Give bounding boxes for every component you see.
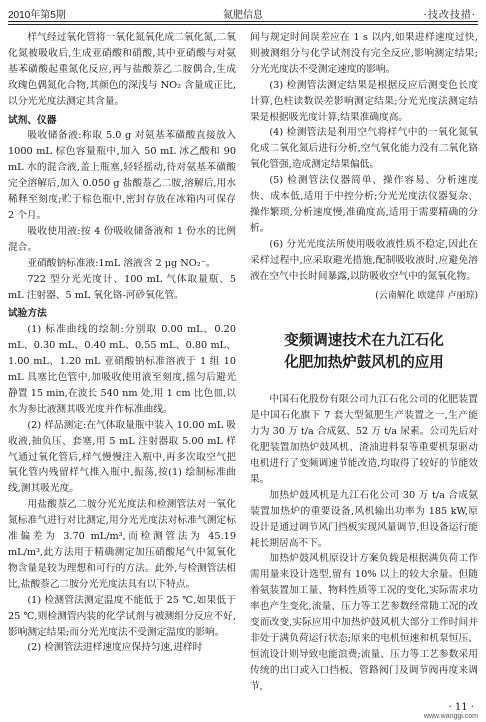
header-rule-thin bbox=[8, 24, 478, 25]
header-rule bbox=[8, 21, 478, 22]
paragraph: 加热炉鼓风机是九江石化公司 30 万 t/a 合成氨装置加热炉的重要设备,风机输出功率为 185 kW,原设计是通过调节风门挡板实现风量调节,但设备运行能耗长期居高不下。 bbox=[250, 489, 478, 549]
paragraph: (1) 标准曲线的绘制:分别取 0.00 mL、0.20 mL、0.30 mL、0.40 mL、0.55 mL、0.80 mL、1.00 mL、1.20 mL 亚硝酸钠标准溶液于 1 组 10 mL 具塞比色管中,加吸收使用液至刻度,摇匀后避光静置 15 min,在波长 540 nm 处,用 1 cm 比色皿,以水为参比液测其吸光度并作标准曲线。 bbox=[8, 324, 236, 415]
paragraph: 吸收使用液:按 4 份吸收储备液和 1 份水的比例混合。 bbox=[8, 225, 236, 253]
left-column bbox=[8, 30, 236, 705]
watermark: www.wanggi.com bbox=[423, 713, 478, 720]
paragraph: (3) 检测管法测定结果是根据反应后测变色长度计算,色柱读数误差影响测定结果;分光光度法测定结果是根据吸光度计算,结果准确度高。 bbox=[250, 79, 478, 123]
paragraph: (2) 检测管法进样速度应保持匀速,进样时 bbox=[27, 642, 203, 654]
paragraph: 吸收储备液:称取 5.0 g 对氨基苯磺酸直接放入 1000 mL 棕色容量瓶中,加入 50 mL 冰乙酸和 90 mL 水的混合液,盖上瓶塞,轻轻摇动,待对氨基苯磺酸完全溶解后,加入 0.050 g 盐酸萘乙二胺,溶解后,用水稀释至刻度;贮于棕色瓶中,密封存放在冰箱内可保存 2 个月。 bbox=[8, 130, 236, 221]
paragraph: 用盐酸萘乙二胺分光光度法和检测管法对一氧化氮标准气进行对比测定,用分光光度法对标准气测定标准偏差为 3.70 mL/m³,而检测管法为 45.19 mL/m³,此方法用于精确测定加压硝酸尾气中氮氧化物含量是较为理想和可行的方法。此外,与检测管法相比,盐酸萘乙二胺分光光度法具有以下特点。 bbox=[8, 499, 236, 590]
section-name: ·技改技措· bbox=[423, 10, 476, 21]
paragraph: 间与规定时间误差应在 1 s 以内,如果进样速度过快,则被测组分与化学试剂没有完全反应,影响测定结果;分光光度法不受测定速度的影响。 bbox=[250, 32, 478, 75]
page-header bbox=[0, 0, 486, 22]
paragraph: 中国石化股份有限公司九江石化公司的化肥装置是中国石化旗下 7 套大型氮肥生产装置之一,生产能力为 30 万 t/a 合成氨、52 万 t/a 尿素。公司先后对化肥装置加热炉鼓风机、渣油进料泵等重要机泵驱动电机进行了变频调速节能改造,均取得了较好的节能效果。 bbox=[250, 394, 478, 485]
section-heading-reagents: 试剂、仪器 bbox=[8, 114, 57, 126]
issue-number: 2010年第5期 bbox=[8, 10, 66, 21]
paragraph: (5) 检测管法仪器简单、操作容易、分析速度快、成本低,适用于中控分析;分光光度法仪器复杂、操作繁琐,分析速度慢,准确度高,适用于需要精确的分析。 bbox=[250, 175, 478, 234]
article-title-line: 化肥加热炉鼓风机的应用 bbox=[284, 355, 444, 372]
paragraph: 样气经过氧化管将一氧化氮氧化成二氧化氮,二氧化氮被吸收后,生成亚硝酸和硝酸,其中亚硝酸与对氨基苯磺酸起重氮化反应,再与盐酸萘乙二胺偶合,生成玫瑰色偶氮化合物,其颜色的深浅与 NO₂ 含量成正比,以分光光度法测定其含量。 bbox=[8, 32, 236, 107]
right-column bbox=[250, 30, 478, 705]
journal-name: 氮肥信息 bbox=[223, 10, 263, 21]
paragraph: (1) 检测管法测定温度不能低于 25 ℃,如果低于 25 ℃,则检测管内装的化学试剂与被测组分反应不好,影响测定结果;而分光光度法不受测定温度的影响。 bbox=[8, 594, 236, 638]
author-signature: (云南解化 欧建萍 卢丽琼) bbox=[375, 290, 478, 301]
paragraph: (6) 分光光度法所使用吸收液性质不稳定,因此在采样过程中,应采取避光措施,配制吸收液时,应避免溶液在空气中长时间暴露,以防吸收空气中的氮氧化物。 bbox=[250, 238, 478, 282]
paragraph: 加热炉鼓风机原设计方案负载是根据满负荷工作需用量来设计选型,留有 10% 以上的较大余量。但随着氨装置加工量、物料性质等工况的变化,实际需求功率也产生变化,流量、压力等工艺参数经常随工况的改变而改变,实际应用中加热炉鼓风机大部分工作时间并非处于满负荷运行状态;原来的电机恒速和机泵恒压、恒流设计则导致电能浪费;流量、压力等工艺参数采用传统的出口或入口挡板、管路阀门及调节阀再度来调节, bbox=[250, 553, 478, 692]
article-title-line: 变频调速技术在九江石化 bbox=[284, 333, 444, 350]
paragraph: 亚硝酸钠标准液:1mL 溶液含 2 μg NO₂⁻。 bbox=[27, 257, 216, 269]
paragraph: (4) 检测管法是利用空气将样气中的一氧化氮氧化成二氧化氮后进行分析,空气氧化能力没有二氧化铬氧化管强,造成测定结果偏低。 bbox=[250, 127, 478, 171]
page-number: · 11 · bbox=[448, 702, 474, 713]
section-heading-method: 试验方法 bbox=[8, 308, 47, 320]
article-title bbox=[250, 330, 478, 374]
paragraph: 722 型分光光度计、100 mL 气体取量瓶、5 mL 注射器、5 mL 氧化铬-河砂氧化管。 bbox=[8, 273, 236, 301]
paragraph: (2) 样品测定:在气体取量瓶中装入 10.00 mL 吸收液,抽负压、套塞,用 5 mL 注射器取 5.00 mL 样气通过氧化管后,样气慢慢注入瓶中,再多次取空气把氧化管内残留样气推入瓶中,振荡,按(1) 绘制标准曲线,测其吸光度。 bbox=[8, 419, 236, 495]
